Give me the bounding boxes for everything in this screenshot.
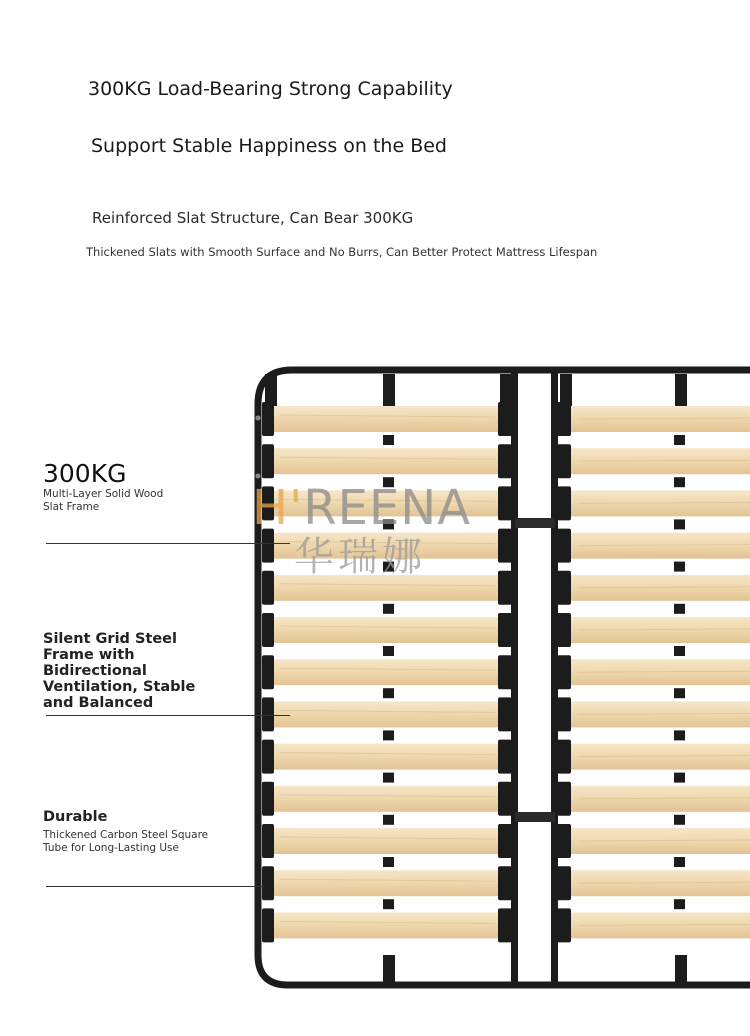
slat-connector — [383, 435, 394, 445]
callout-leader-line — [46, 543, 290, 544]
slat-left — [270, 786, 502, 812]
slat-holder — [262, 613, 274, 647]
slat-holder — [498, 613, 512, 647]
slat-holder — [498, 866, 512, 900]
slat-holder — [262, 824, 274, 858]
frame-screw — [256, 416, 261, 421]
slat-connector — [674, 899, 685, 909]
callout-load-subtitle: Multi-Layer Solid Wood Slat Frame — [43, 488, 164, 513]
callout-durable — [43, 809, 223, 855]
slat-holder — [498, 697, 512, 731]
frame-screw — [256, 474, 261, 479]
callout-load-capacity — [43, 460, 183, 514]
slat-holder — [498, 444, 512, 478]
slat-left — [270, 659, 502, 685]
slat-holder — [498, 740, 512, 774]
slat-left — [270, 406, 502, 432]
slat-holder — [262, 402, 274, 436]
slat-holder — [557, 697, 571, 731]
slat-connector — [674, 730, 685, 740]
slat-holder — [557, 613, 571, 647]
slat-connector — [674, 815, 685, 825]
header-subheadline: Support Stable Happiness on the Bed — [91, 135, 447, 157]
callout-leader-line — [46, 715, 290, 716]
bottom-bracket — [383, 955, 395, 983]
slat-connector — [674, 857, 685, 867]
slat-connector — [674, 604, 685, 614]
callout-steel-title: Silent Grid Steel Frame with Bidirectional Ventilation, Stable and Balanced — [43, 631, 196, 711]
slat-connector — [383, 604, 394, 614]
slat-connector — [674, 562, 685, 572]
slat-holder — [262, 655, 274, 689]
slat-holder — [498, 571, 512, 605]
cross-brace-bottom — [515, 812, 555, 822]
slat-holder — [557, 740, 571, 774]
slat-connector — [383, 857, 394, 867]
callout-steel-frame — [43, 631, 228, 711]
slat-holder — [498, 486, 512, 520]
slat-holder — [557, 824, 571, 858]
slat-connector — [674, 435, 685, 445]
callout-load-title: 300KG — [43, 459, 127, 488]
slat-connector — [383, 688, 394, 698]
slat-holder — [557, 529, 571, 563]
slat-holder — [498, 529, 512, 563]
slat-connector — [674, 646, 685, 656]
header-feature: Reinforced Slat Structure, Can Bear 300KG — [92, 209, 414, 227]
slat-holder — [498, 908, 512, 942]
slat-left — [270, 828, 502, 854]
slat-holder — [557, 908, 571, 942]
bottom-bracket — [675, 955, 687, 983]
center-rail-left — [511, 372, 518, 984]
slat-connector — [674, 519, 685, 529]
slat-holder — [498, 655, 512, 689]
top-bracket — [675, 374, 687, 408]
slat-holder — [498, 402, 512, 436]
slat-holder — [262, 908, 274, 942]
callout-leader-line — [46, 886, 264, 887]
slat-holder — [557, 444, 571, 478]
slat-holder — [262, 866, 274, 900]
header-headline: 300KG Load-Bearing Strong Capability — [88, 78, 453, 100]
center-rail-right — [551, 372, 558, 984]
slat-holder — [498, 824, 512, 858]
slat-left — [270, 617, 502, 643]
callout-durable-title: Durable — [43, 809, 108, 825]
slat-holder — [557, 571, 571, 605]
slat-connector — [383, 646, 394, 656]
slat-holder — [557, 402, 571, 436]
slat-holder — [262, 740, 274, 774]
slat-holder — [557, 655, 571, 689]
slat-holder — [557, 486, 571, 520]
slat-holder — [262, 782, 274, 816]
slat-connector — [674, 688, 685, 698]
slat-left — [270, 448, 502, 474]
slat-connector — [383, 773, 394, 783]
slat-left — [270, 701, 502, 727]
slat-connector — [383, 730, 394, 740]
brand-watermark — [252, 482, 471, 580]
slat-holder — [262, 444, 274, 478]
brand-logo-text: H'REENA — [252, 480, 472, 536]
slat-left — [270, 912, 502, 938]
cross-brace-top — [515, 518, 555, 528]
slat-left — [270, 744, 502, 770]
slat-holder — [557, 866, 571, 900]
slat-holder — [557, 782, 571, 816]
slat-connector — [383, 815, 394, 825]
slat-holder — [498, 782, 512, 816]
wood-slats — [256, 374, 750, 983]
slat-left — [270, 870, 502, 896]
top-bracket — [383, 374, 395, 408]
slat-connector — [674, 773, 685, 783]
slat-connector — [674, 477, 685, 487]
slat-connector — [383, 899, 394, 909]
header-detail: Thickened Slats with Smooth Surface and No Burrs, Can Better Protect Mattress Lifespan — [86, 245, 598, 259]
callout-durable-subtitle: Thickened Carbon Steel Square Tube for Long-Lasting Use — [43, 829, 209, 854]
brand-logo-chinese: 华瑞娜 — [294, 534, 426, 580]
